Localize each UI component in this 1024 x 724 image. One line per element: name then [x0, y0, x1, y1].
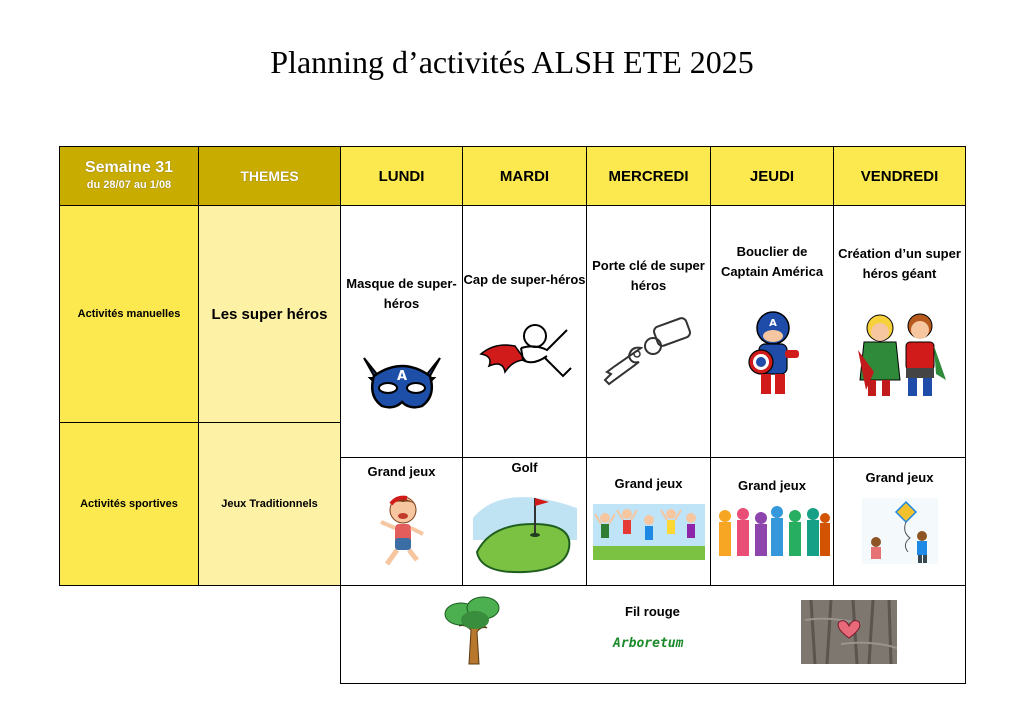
row-label-text: Activités sportives [80, 498, 178, 510]
activity-cell-manual-mercredi [586, 205, 711, 458]
theme-text: Jeux Traditionnels [221, 498, 318, 510]
kids-silhouettes-icon [715, 504, 831, 558]
activity-cell-manual-lundi [340, 205, 463, 458]
week-label: Semaine 31 [84, 159, 174, 176]
hero-mask-icon [360, 356, 444, 412]
fil-rouge-label: Fil rouge [625, 604, 680, 619]
day-label: MERCREDI [608, 167, 689, 185]
activity-cell-sport-jeudi [710, 457, 834, 586]
day-label: MARDI [499, 167, 550, 185]
jumping-kids-icon [593, 504, 705, 560]
activity-text: Grand jeux [738, 478, 806, 493]
activity-text: Golf [511, 460, 538, 475]
keychain-icon [601, 316, 697, 388]
kids-kite-icon [862, 498, 938, 564]
day-header-mercredi [586, 146, 711, 206]
row-label-sport [59, 422, 199, 586]
activity-cell-sport-lundi [340, 457, 463, 586]
activity-text: Grand jeux [614, 476, 683, 491]
day-header-lundi [340, 146, 463, 206]
week-dates: du 28/07 au 1/08 [86, 179, 172, 191]
theme-manual [198, 205, 341, 423]
theme-text: Les super héros [211, 305, 328, 323]
tree-icon [441, 594, 505, 668]
row-label-text: Activités manuelles [77, 308, 181, 320]
theme-sport [198, 422, 341, 586]
activity-cell-sport-mardi [462, 457, 587, 586]
golf-green-icon [473, 488, 577, 578]
activity-text: Masque de super-héros [346, 276, 457, 311]
activity-text: Cap de super-héros [463, 272, 586, 287]
svg-text:A: A [769, 318, 777, 329]
activity-cell-manual-mardi [462, 205, 587, 458]
activity-cell-manual-vendredi [833, 205, 966, 458]
activity-cell-sport-vendredi [833, 457, 966, 586]
activity-text: Porte clé de super héros [592, 258, 705, 293]
activity-text: Création d’un super héros géant [838, 246, 961, 281]
themes-header [198, 146, 341, 206]
activity-text: Grand jeux [367, 464, 436, 479]
running-girl-icon [377, 494, 427, 570]
fil-rouge-cell [340, 585, 966, 684]
row-label-manual [59, 205, 199, 423]
day-header-vendredi [833, 146, 966, 206]
captain-america-icon [739, 310, 807, 400]
activity-cell-manual-jeudi [710, 205, 834, 458]
activity-text: Bouclier de Captain América [720, 244, 824, 279]
themes-label: THEMES [240, 168, 299, 184]
day-label: LUNDI [378, 167, 425, 185]
svg-text:A: A [396, 369, 408, 384]
activity-cell-sport-mercredi [586, 457, 711, 586]
fil-rouge-value: Arboretum [613, 636, 684, 651]
two-heroes-icon [854, 310, 948, 400]
day-label: VENDREDI [860, 167, 939, 185]
activity-text: Grand jeux [865, 470, 934, 485]
day-header-jeudi [710, 146, 834, 206]
page-title: Planning d’activités ALSH ETE 2025 [270, 44, 754, 80]
hero-cape-icon [475, 320, 575, 386]
day-header-mardi [462, 146, 587, 206]
day-label: JEUDI [749, 167, 795, 185]
heart-bark-icon [801, 600, 897, 664]
week-header [59, 146, 199, 206]
